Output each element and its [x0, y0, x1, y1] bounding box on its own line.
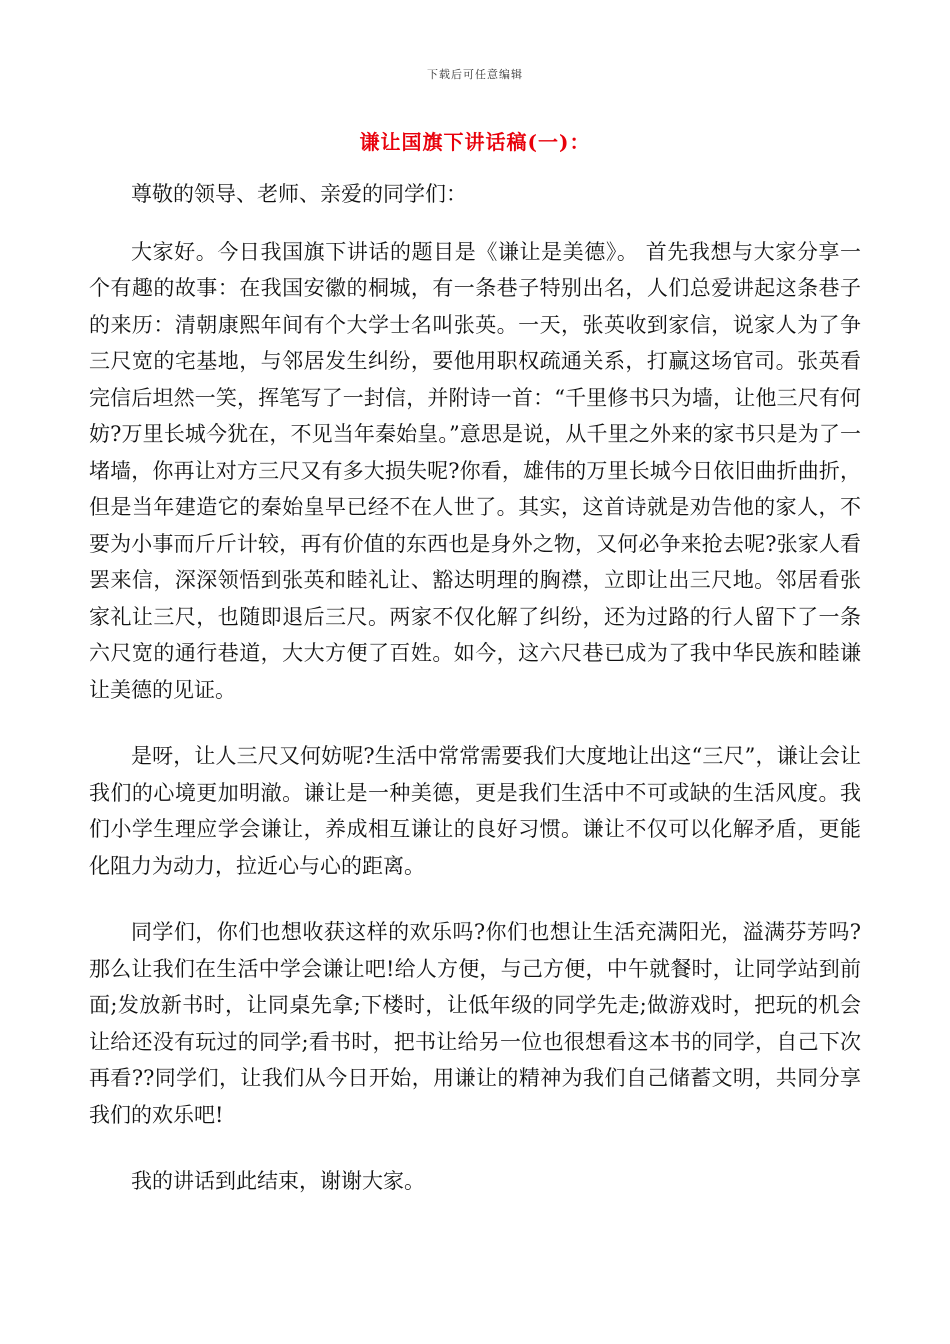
- paragraph-story: 大家好。今日我国旗下讲话的题目是《谦让是美德》。 首先我想与大家分享一个有趣的故事：在我国安徽的桐城，有一条巷子特别出名，人们总爱讲起这条巷子的来历：清朝康熙年间有个大学士名叫张英。一天，张英收到家信，说家人为了争三尺宽的宅基地，与邻居发生纠纷，要他用职权疏通关系，打赢这场官司。张英看完信后坦然一笑，挥笔写了一封信，并附诗一首：“千里修书只为墙，让他三尺有何妨?万里长城今犹在，不见当年秦始皇。”意思是说，从千里之外来的家书只是为了一堵墙，你再让对方三尺又有多大损失呢?你看，雄伟的万里长城今日依旧曲折曲折，但是当年建造它的秦始皇早已经不在人世了。其实，这首诗就是劝告他的家人，不要为小事而斤斤计较，再有价值的东西也是身外之物，又何必争来抢去呢?张家人看罢来信，深深领悟到张英和睦礼让、豁达明理的胸襟，立即让出三尺地。邻居看张家礼让三尺，也随即退后三尺。两家不仅化解了纠纷，还为过路的行人留下了一条六尺宽的通行巷道，大大方便了百姓。如今，这六尺巷已成为了我中华民族和睦谦让美德的见证。: [89, 239, 861, 702]
- salutation: 尊敬的领导、老师、亲爱的同学们：: [131, 182, 467, 206]
- paragraph-call-to-action: 同学们，你们也想收获这样的欢乐吗?你们也想让生活充满阳光，溢满芬芳吗?那么让我们在生活中学会谦让吧!给人方便，与己方便，中午就餐时，让同学站到前面;发放新书时，让同桌先拿;下楼时，让低年级的同学先走;做游戏时，把玩的机会让给还没有玩过的同学;看书时，把书让给另一位也很想看这本书的同学，自己下次再看??同学们，让我们从今日开始，用谦让的精神为我们自己储蓄文明，共同分享我们的欢乐吧!: [89, 920, 861, 1127]
- paragraph-virtue: 是呀，让人三尺又何妨呢?生活中常常需要我们大度地让出这“三尺”，谦让会让我们的心境更加明澈。谦让是一种美德，更是我们生活中不可或缺的生活风度。我们小学生理应学会谦让，养成相互谦让的良好习惯。谦让不仅可以化解矛盾，更能化阻力为动力，拉近心与心的距离。: [89, 744, 861, 878]
- paragraph-closing: 我的讲话到此结束，谢谢大家。: [131, 1169, 425, 1193]
- document-title: 谦让国旗下讲话稿(一)：: [359, 130, 591, 154]
- header-note: 下载后可任意编辑: [427, 68, 523, 81]
- document-body: [89, 176, 861, 1200]
